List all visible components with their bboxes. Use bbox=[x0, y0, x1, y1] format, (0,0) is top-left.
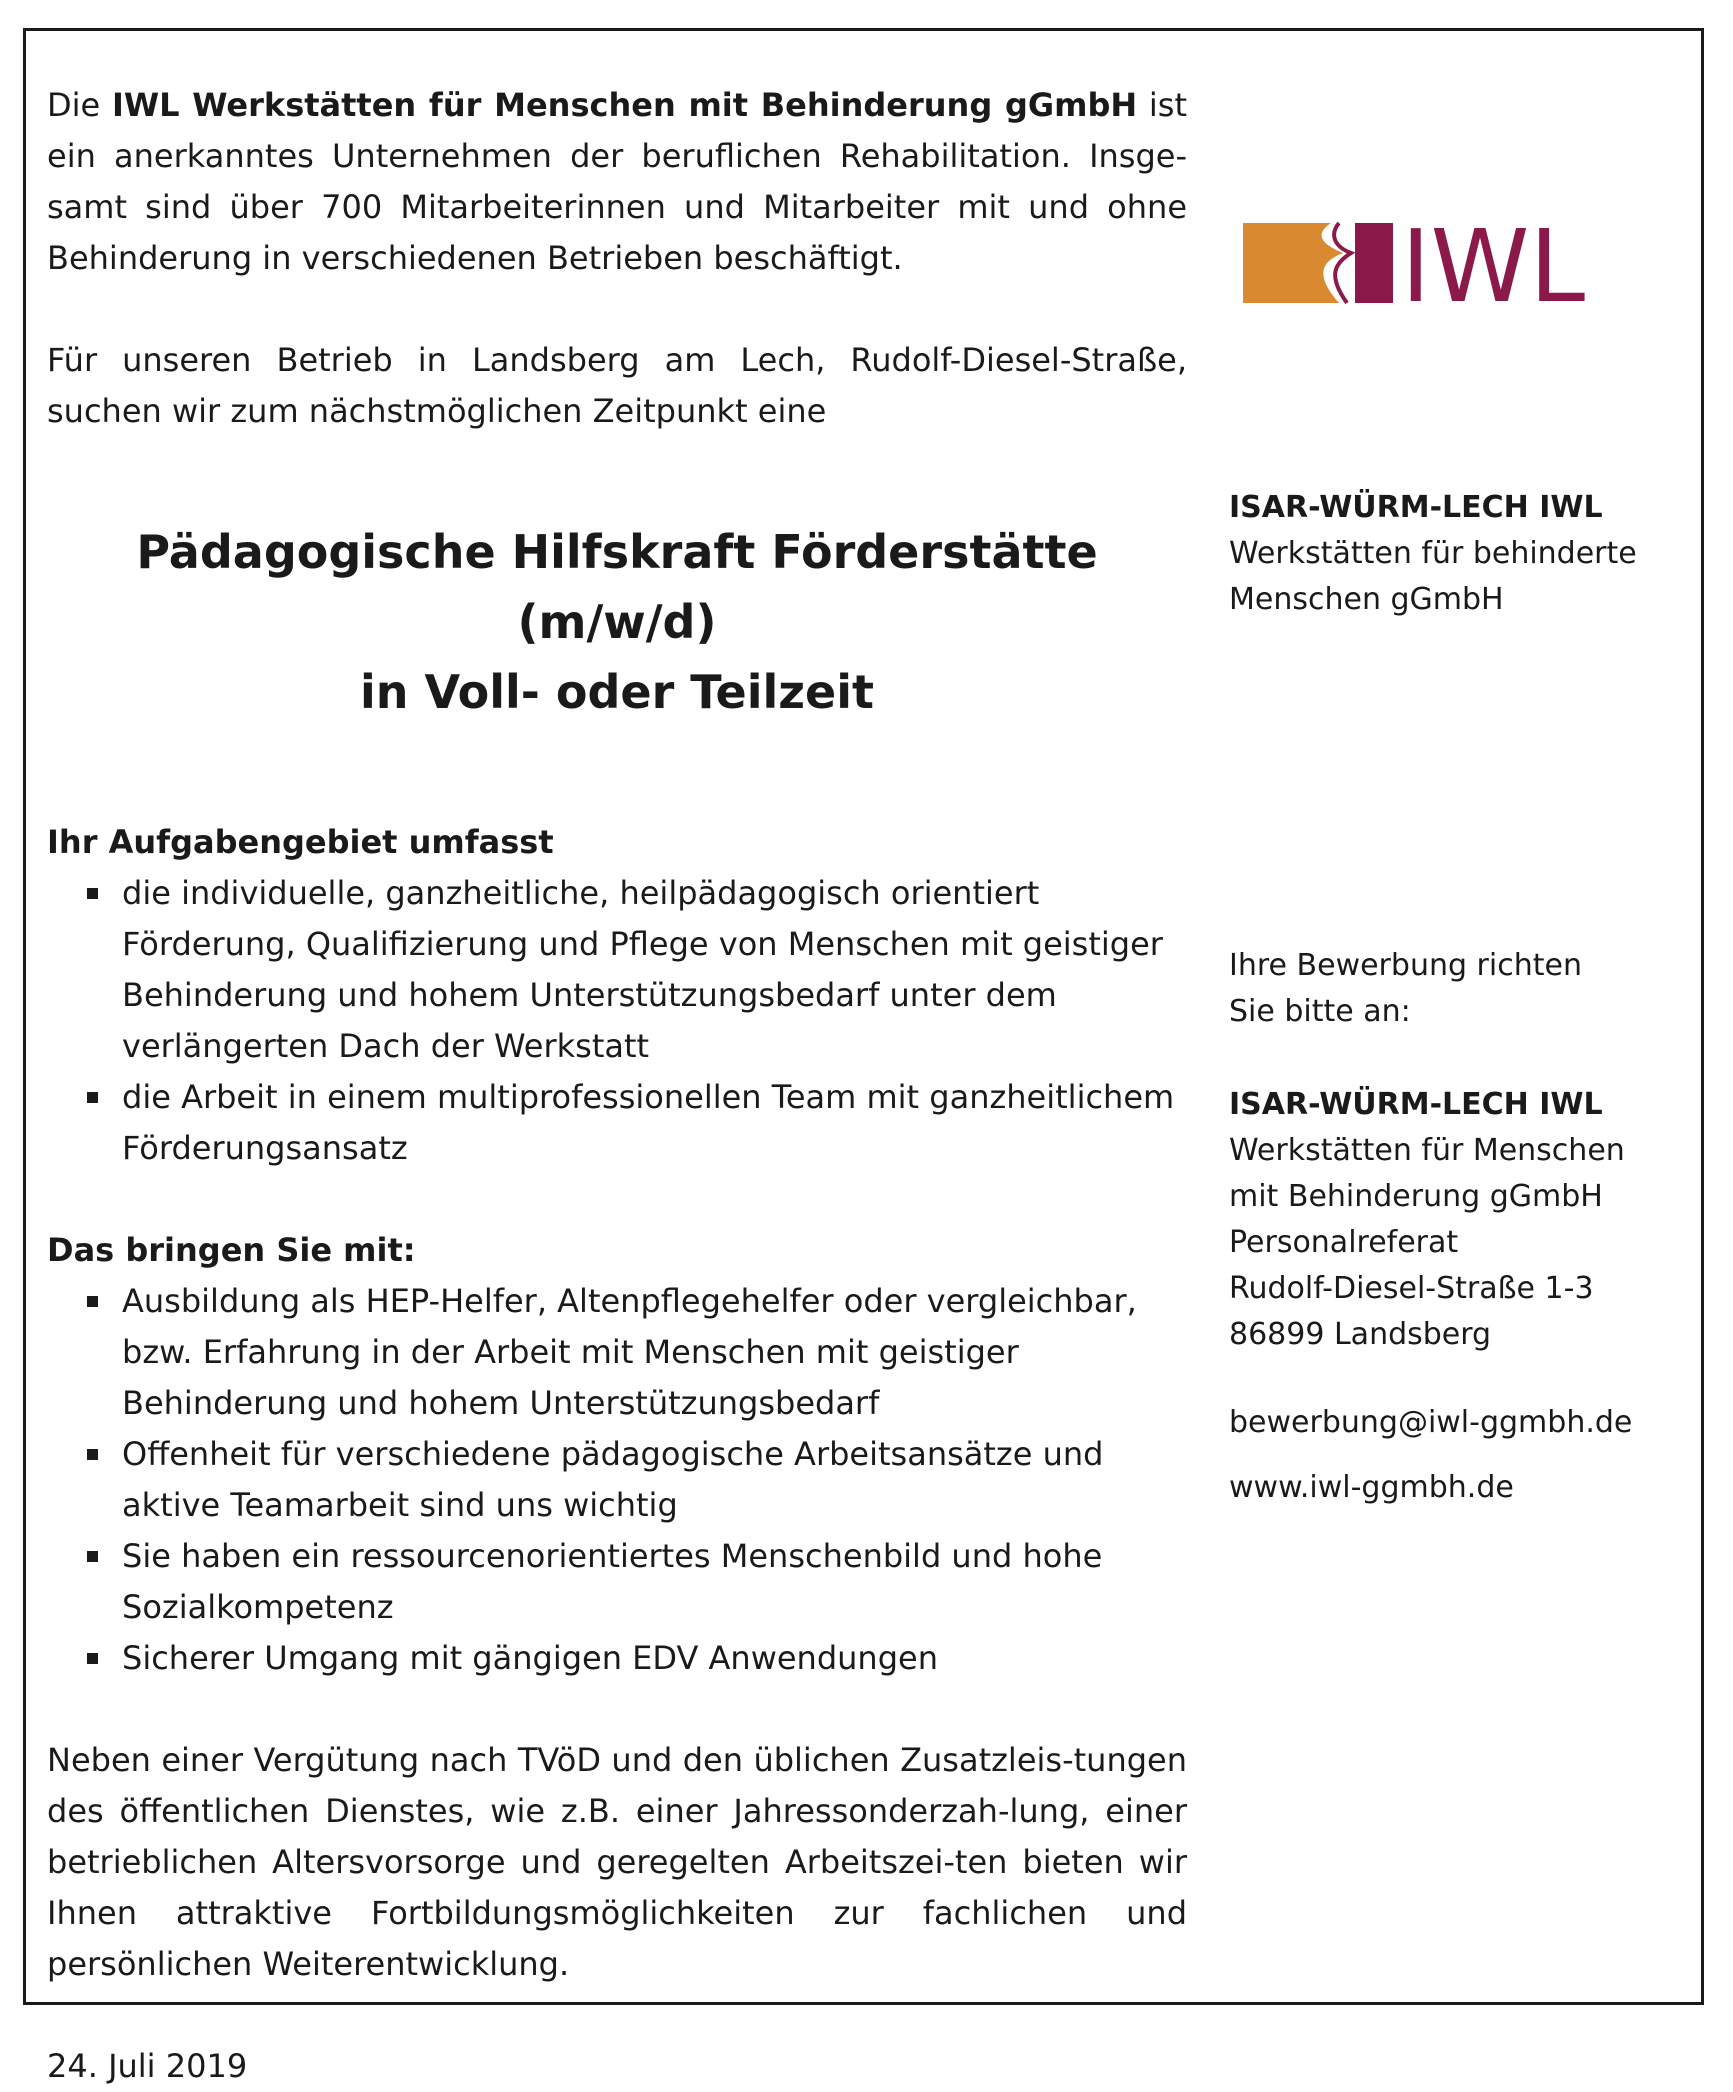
address-line: mit Behinderung gGmbH bbox=[1229, 1179, 1603, 1214]
list-item: Sie haben ein ressourcenorientiertes Menschenbild und hohe Sozialkompetenz bbox=[47, 1531, 1187, 1633]
list-item: Offenheit für verschiedene pädagogische Arbeitsansätze und aktive Teamarbeit sind uns wichtig bbox=[47, 1429, 1187, 1531]
address-line: Personalreferat bbox=[1229, 1225, 1459, 1260]
intro-suffix: ist ein anerkanntes Unternehmen der beruflichen Rehabilitation. Insge-samt sind über 700 Mitarbeiterinnen und Mitarbeiter mit und ohne Behinderung in verschiedenen Betrieben beschäftigt. bbox=[47, 86, 1188, 277]
apply-line: Ihre Bewerbung richten bbox=[1229, 948, 1582, 983]
website-link[interactable]: www.iwl-ggmbh.de bbox=[1229, 1470, 1514, 1505]
list-item: die individuelle, ganzheitliche, heilpädagogisch orientiert Förderung, Qualifizierung und Pflege von Menschen mit geistiger Behinderung und hohem Unterstützungsbedarf unter dem verlängerten Dach der Werkstatt bbox=[47, 868, 1187, 1072]
company-name: IWL Werkstätten für Menschen mit Behinderung gGmbH bbox=[111, 86, 1138, 124]
tasks-list bbox=[47, 868, 1187, 1174]
list-item: Sicherer Umgang mit gängigen EDV Anwendungen bbox=[47, 1633, 1187, 1684]
address-block bbox=[1229, 1082, 1689, 1358]
organisation-block bbox=[1229, 485, 1689, 623]
tasks-heading: Ihr Aufgabengebiet umfasst bbox=[47, 823, 554, 861]
email-link[interactable]: bewerbung@iwl-ggmbh.de bbox=[1229, 1405, 1633, 1440]
logo-crimson-block bbox=[1355, 223, 1393, 303]
main-column bbox=[47, 80, 1187, 2092]
publication-date: 24. Juli 2019 bbox=[47, 2047, 248, 2085]
apply-instruction bbox=[1229, 943, 1689, 1035]
address-line: Rudolf-Diesel-Straße 1-3 bbox=[1229, 1271, 1594, 1306]
intro-paragraph-1 bbox=[47, 80, 1187, 284]
address-name: ISAR-WÜRM-LECH IWL bbox=[1229, 1087, 1603, 1122]
list-item: Ausbildung als HEP-Helfer, Altenpflegehelfer oder vergleichbar, bzw. Erfahrung in der Arbeit mit Menschen mit geistiger Behinderung und hohem Unterstützungsbedarf bbox=[47, 1276, 1187, 1429]
org-name: ISAR-WÜRM-LECH IWL bbox=[1229, 490, 1603, 525]
iwl-logo bbox=[1243, 213, 1618, 313]
list-item: die Arbeit in einem multiprofessionellen Team mit ganzheitlichem Förderungsansatz bbox=[47, 1072, 1187, 1174]
requirements-list bbox=[47, 1276, 1187, 1684]
address-line: Werkstätten für Menschen bbox=[1229, 1133, 1625, 1168]
apply-line: Sie bitte an: bbox=[1229, 994, 1411, 1029]
requirements-heading: Das bringen Sie mit: bbox=[47, 1231, 416, 1269]
job-title-line-2: in Voll- oder Teilzeit bbox=[359, 665, 875, 719]
address-line: 86899 Landsberg bbox=[1229, 1317, 1492, 1352]
job-title-line-1: Pädagogische Hilfskraft Förderstätte (m/w/d) bbox=[136, 525, 1098, 649]
intro-prefix: Die bbox=[47, 86, 112, 124]
logo-text: IWL bbox=[1401, 213, 1586, 313]
job-title bbox=[47, 517, 1187, 727]
intro-paragraph-2: Für unseren Betrieb in Landsberg am Lech, Rudolf-Diesel-Straße, suchen wir zum nächstmöglichen Zeitpunkt eine bbox=[47, 341, 1187, 430]
org-line: Werkstätten für behinderte bbox=[1229, 536, 1637, 571]
benefits-paragraph: Neben einer Vergütung nach TVöD und den üblichen Zusatzleis-tungen des öffentlichen Dienstes, wie z.B. einer Jahressonderzah-lung, einer betrieblichen Altersvorsorge und geregelten Arbeitszei-ten bieten wir Ihnen attraktive Fortbildungsmöglichkeiten zur fachlichen und persönlichen Weiterentwicklung. bbox=[47, 1741, 1187, 1983]
org-line: Menschen gGmbH bbox=[1229, 582, 1504, 617]
